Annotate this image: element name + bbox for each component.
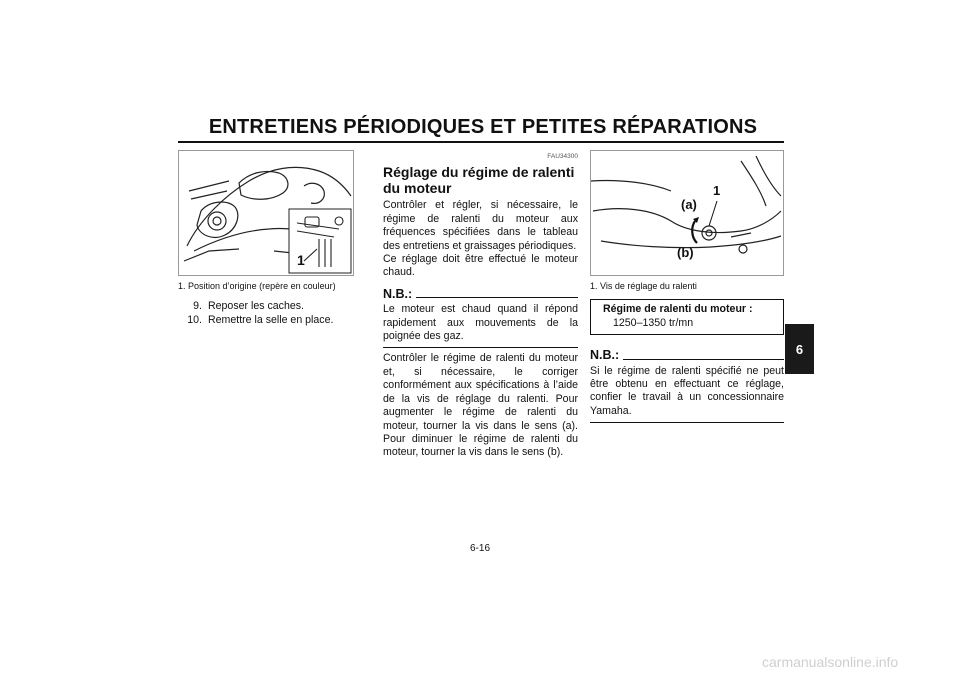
caption-text: Position d’origine (repère en couleur) [188,281,336,291]
header-rule [178,141,784,143]
step-number: 10. [187,313,202,326]
step-text: Reposer les caches. [208,300,304,313]
figure-caption [590,280,784,293]
note-rule [416,297,578,298]
intro-paragraph-2: Ce réglage doit être effectué le moteur chaud. [383,253,578,279]
note-header [590,349,784,362]
section-title: Réglage du régime de ralenti du moteur [383,164,575,197]
page-number: 6-16 [469,543,490,554]
note-rule [623,359,784,360]
figure-callout: 1 [297,252,305,268]
spec-value: 1250–1350 tr/mn [613,316,694,329]
watermark: carmanualsonline.info [762,654,899,670]
caption-text: Vis de réglage du ralenti [600,281,697,291]
left-column [178,150,354,327]
seat-illustration [178,150,354,276]
note-label: N.B.: [590,348,620,363]
figure-label-a: (a) [681,197,697,212]
spec-title: Régime de ralenti du moteur : [603,303,753,316]
body-paragraph: Contrôler le régime de ralenti du moteur et, si nécessaire, le corriger conformément aux spécifications à l’aide de la vis de réglage du ralenti. Pour augmenter le régime de ralenti du moteur, tourner la vis dans le sens (a). Pour diminuer le régime de ralenti du moteur, tourner la vis dans le sens (b). [383,352,578,459]
caption-number: 1. [590,281,598,291]
chapter-tab: 6 [785,324,814,374]
motorcycle-seat-drawing [179,151,353,275]
middle-column [383,150,578,460]
figure-label-1: 1 [713,183,721,198]
note-label: N.B.: [383,286,413,301]
figure-label-b: (b) [677,245,694,260]
idle-screw-drawing [591,151,783,275]
note-header [383,288,578,301]
step-text: Remettre la selle en place. [208,313,334,326]
page-title: ENTRETIENS PÉRIODIQUES ET PETITES RÉPARATIONS [208,116,758,138]
spec-box [590,299,784,335]
step-list [178,300,354,327]
reference-code: FAU34300 [547,153,578,160]
intro-paragraph: Contrôler et régler, si nécessaire, le régime de ralenti du moteur aux fréquences spécifiées dans le tableau des entretiens et graissages périodiques. [383,199,578,252]
note-text: Si le régime de ralenti spécifié ne peut être obtenu en effectuant ce réglage, confier le travail à un concessionnaire Yamaha. [590,365,784,424]
note-text: Le moteur est chaud quand il répond rapidement aux mouvements de la poignée des gaz. [383,303,578,348]
list-item [184,314,354,327]
idle-screw-illustration [590,150,784,276]
step-number: 9. [193,300,202,313]
right-column [590,150,784,423]
figure-caption [178,280,354,293]
caption-number: 1. [178,281,186,291]
list-item [184,300,354,313]
